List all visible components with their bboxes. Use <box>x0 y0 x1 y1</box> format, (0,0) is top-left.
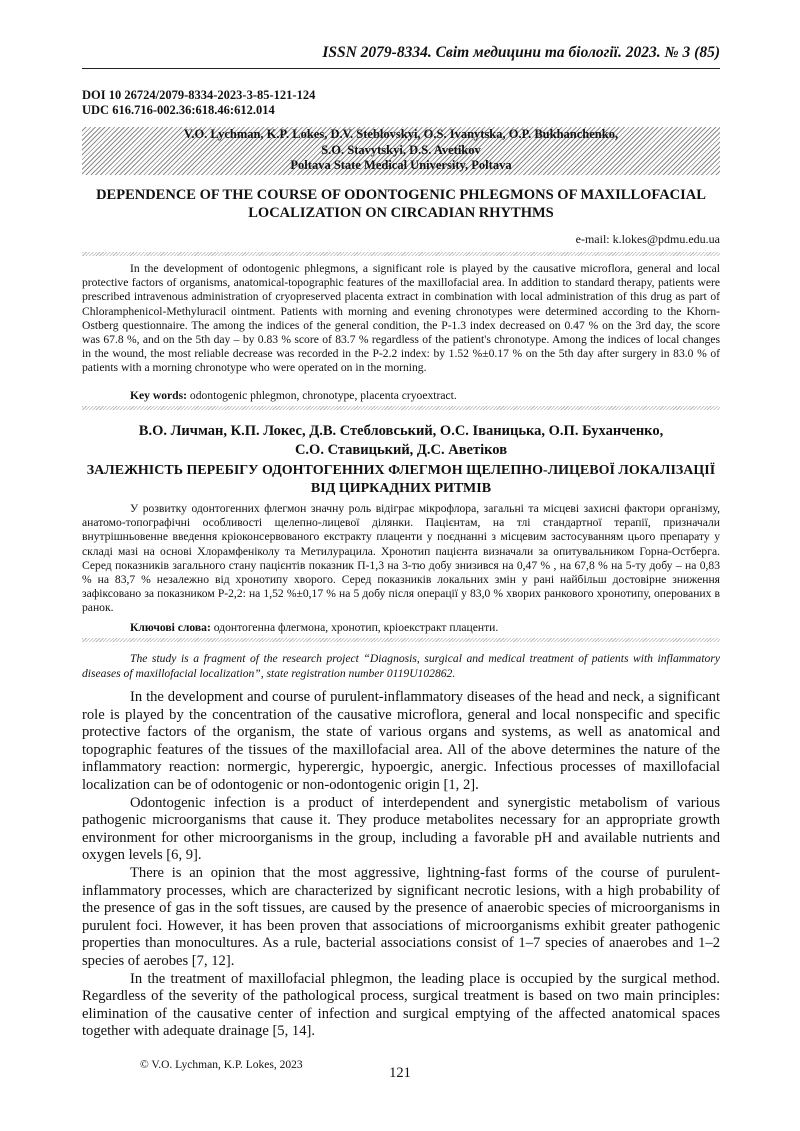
affiliation: Poltava State Medical University, Poltava <box>290 158 512 172</box>
research-note: The study is a fragment of the research project “Diagnosis, surgical and medical treatment of patients with inflammatory diseases of maxillofacial localization”, state registration number 0119U102862. <box>82 652 720 680</box>
authors-en-line1: V.O. Lychman, K.P. Lokes, D.V. Steblovskyi, O.S. Ivanytska, O.P. Bukhanchenko, <box>183 127 619 141</box>
separator-middle <box>82 406 720 410</box>
contact-email: e-mail: k.lokes@pdmu.edu.ua <box>575 232 720 246</box>
body-text <box>82 689 720 1041</box>
authors-en-block <box>82 127 720 174</box>
identifiers-block <box>82 88 315 118</box>
keywords-ua-label: Ключові слова: <box>130 621 211 634</box>
copyright: © V.O. Lychman, K.P. Lokes, 2023 <box>140 1059 303 1071</box>
separator-top <box>82 252 720 256</box>
doi-line: DOI 10 26724/2079-8334-2023-3-85-121-124 <box>82 88 316 102</box>
body-paragraph: In the development and course of purulent-inflammatory diseases of the head and neck, a significant role is played by the concentration of the causative microflora, general and local nonspecific and specific protective factors of the organism, the state of various organs and systems, as well as anatomical and topographic features of the tissues of the maxillofacial area. All of the above determines the nature of the inflammatory reaction: normergic, hyperergic, hypoergic, anergic. Infectious processes of maxillofacial localization can be of odontogenic or non-odontogenic origin [1, 2]. <box>82 689 720 793</box>
authors-ua-block <box>82 422 720 460</box>
title-ua: ЗАЛЕЖНІСТЬ ПЕРЕБІГУ ОДОНТОГЕННИХ ФЛЕГМОН ЩЕЛЕПНО-ЛИЦЕВОЇ ЛОКАЛІЗАЦІЇ ВІД ЦИРКАДНИХ РИТМІВ <box>86 463 716 496</box>
udc-line: UDC 616.716-002.36:618.46:612.014 <box>82 103 275 117</box>
body-paragraph: There is an opinion that the most aggressive, lightning-fast forms of the course of purulent-inflammatory processes, which are characterized by significant necrotic lesions, with a high probability of the presence of gas in the soft tissues, are caused by the presence of anaerobic species of microorganisms in purulent foci. However, it has been proven that associations of microorganisms exhibit greater pathogenic properties than monocultures. As a rule, bacterial associations consist of 1–7 species of anaerobes and 1–2 species of aerobes [7, 12]. <box>82 864 720 969</box>
body-paragraph: In the treatment of maxillofacial phlegmon, the leading place is occupied by the surgical method. Regardless of the severity of the pathological process, surgical treatment is based on two main principles: elimination of the causative center of infection and surgical emptying of the affected anatomical spaces together with adequate drainage [5, 14]. <box>82 970 720 1040</box>
authors-ua-line2: С.О. Ставицький, Д.С. Аветіков <box>294 442 508 458</box>
keywords-en <box>130 389 457 402</box>
separator-bottom <box>82 638 720 642</box>
authors-ua-line1: В.О. Личман, К.П. Локес, Д.В. Стебловський, О.С. Іваницька, О.П. Буханченко, <box>138 423 664 439</box>
running-head: ISSN 2079-8334. Світ медицини та біології. 2023. № 3 (85) <box>322 44 720 61</box>
keywords-ua-text: одонтогенна флегмона, хронотип, кріоекстракт плаценти. <box>213 621 499 634</box>
body-paragraph: Odontogenic infection is a product of interdependent and synergistic metabolism of various pathogenic microorganisms that cause it. They produce metabolites necessary for an appropriate growth environment for other microorganisms in the group, including a favorable pH and available nutrients and oxygen levels [6, 9]. <box>82 794 720 864</box>
header-rule <box>82 68 720 69</box>
keywords-ua <box>130 621 498 634</box>
title-en: DEPENDENCE OF THE COURSE OF ODONTOGENIC PHLEGMONS OF MAXILLOFACIAL LOCALIZATION ON CIRCADIAN RHYTHMS <box>96 187 706 221</box>
keywords-en-label: Key words: <box>130 389 187 402</box>
abstract-ua: У розвитку одонтогенних флегмон значну роль відіграє мікрофлора, загальні та місцеві захисні фактори організму, анатомо-топографічні особливості щелепно-лицевої ділянки. Пацієнтам, на тлі стандартної терапії, призначали внутрішньовенне введення кріоконсервованого екстракту плаценти у поєднанні з місцевим застосуванням цього препарату у складі мазі на основі Хлорамфеніколу та Метилурацила. Хронотип пацієнта визначали за опитувальником Горна-Остберга. Серед показників загального стану пацієнтів показник П-1,3 на 3-тю добу знизився на 0,47 % , на 67,8 % на 5-ту добу – на 0,83 % на 83,7 % незалежно від хронотипу хворого. Серед показників локальних змін у рані найбільш достовірне зниження зафіксовано за показником Р-2,2: на 1,52 %±0,17 % на 5 добу після операції у 83,0 % хворих ранкового хронотипу, оперованих в ранок. <box>82 502 720 615</box>
page-number: 121 <box>389 1065 411 1081</box>
abstract-en: In the development of odontogenic phlegmons, a significant role is played by the causative microflora, general and local protective factors of organisms, anatomical-topographic features of the maxillofacial area. In addition to standard therapy, patients were prescribed intravenous administration of cryopreserved placenta extract in combination with local administration of this drug as part of Chloramphenicol-Methyluracil ointment. Patients with morning and evening chronotypes were determined according to the Khorn-Ostberg questionnaire. The among the indices of the general condition, the P-1.3 index decreased on 0.47 % on the 3rd day, the score was 67.8 %, and on the 5th day – by 0.83 % score of 83.7 % regardless of the patient's chronotype. Among the indices of local changes in the wound, the most reliable decrease was recorded in the P-2.2 index: by 1.52 %±0.17 % on the 5th day after surgery in 83.0 % of patients with a morning chronotype who were operated on in the morning. <box>82 262 720 375</box>
keywords-en-text: odontogenic phlegmon, chronotype, placenta cryoextract. <box>189 389 457 402</box>
authors-en-line2: S.O. Stavytskyi, D.S. Avetikov <box>321 142 481 157</box>
